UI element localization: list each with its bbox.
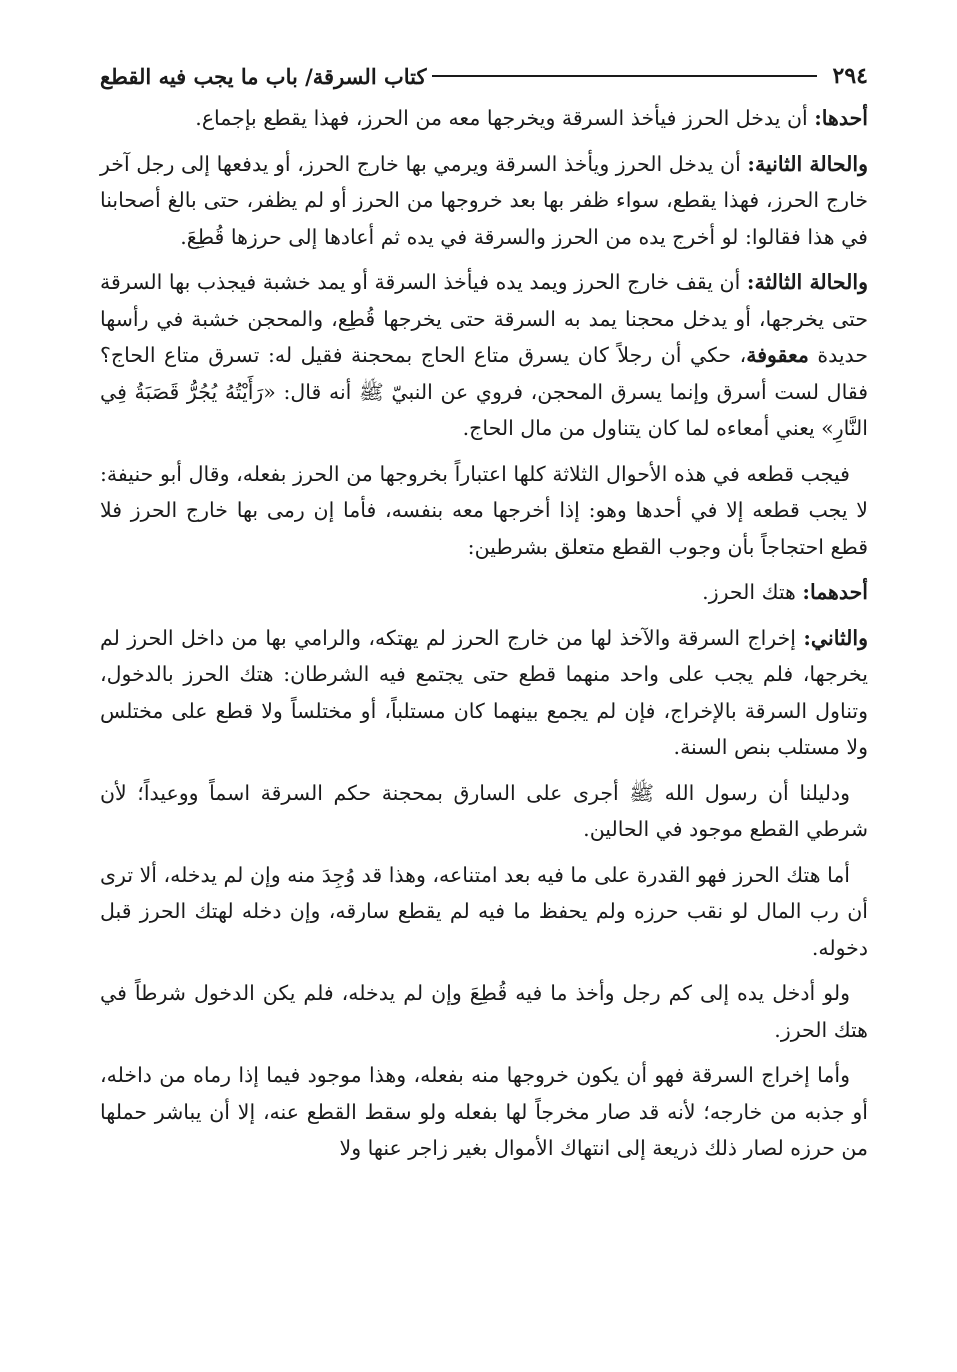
- paragraph-lead: والحالة الثالثة:: [746, 270, 868, 294]
- paragraph-sleeve: [100, 975, 868, 1048]
- page-number: ٢٩٤: [832, 63, 868, 89]
- paragraph-removal: [100, 1057, 868, 1167]
- paragraph-text: هتك الحرز.: [702, 580, 803, 604]
- paragraph-text: ودليلنا أن رسول الله ﷺ أجرى على السارق بمحجنة حكم السرقة اسماً ووعيداً؛ لأن شرطي القطع موجود في الحالين.: [100, 780, 868, 841]
- paragraph-third-case: [100, 264, 868, 447]
- paragraph-text: ولو أدخل يده إلى كم رجل وأخذ ما فيه قُطِعَ وإن لم يدخله، فلم يكن الدخول شرطاً في هتك الحرز.: [100, 981, 868, 1042]
- paragraph-text: فيجب قطعه في هذه الأحوال الثلاثة كلها اعتباراً بخروجها من الحرز بفعله، وقال أبو حنيفة: لا يجب قطعه إلا في أحدها وهو: إذا أخرجها معه بنفسه، فأما إن رمى بها خارج الحرز فلا قطع احتجاجاً بأن وجوب القطع متعلق بشرطين:: [100, 461, 868, 559]
- paragraph-text: أن يقف خارج الحرز ويمد يده فيأخذ السرقة أو يمد خشبة فيجذب بها السرقة حتى يخرجها، أو يدخل محجنا يمد به السرقة حتى يخرجها قُطِع، والمحجن خشبة في رأسها حديدة: [100, 270, 868, 367]
- header-rule: [432, 75, 816, 77]
- paragraph-text: ، حكي أن رجلاً كان يسرق متاع الحاج بمحجنة فقيل له: تسرق متاع الحاج؟ فقال لست أسرق وإنما يسرق المحجن، فروي عن النبيّ ﷺ أنه قال: «رَأَيْتُهُ يُجُرُّ قَصَبَةُ فِي النَّارِ» يعني أمعاءه لما كان يتناول من مال الحاج.: [100, 343, 868, 440]
- paragraph-evidence: [100, 775, 868, 848]
- paragraph-lead: والثاني:: [803, 625, 868, 650]
- paragraph-breach: [100, 857, 868, 967]
- paragraph-condition-one: [100, 574, 868, 611]
- page-body: [100, 100, 868, 1176]
- paragraph-text: إخراج السرقة والآخذ لها من خارج الحرز لم يهتكه، والرامي بها من داخل الحرز لم يخرجها، فلم يجب على واحد منهما قطع حتى يجتمع فيه الشرطان: هتك الحرز بالدخول، وتناول السرقة بالإخراج، فإن لم يجمع بينهما كان مستلباً، أو مختلساً ولا قطع على مختلس ولا مستلب بنص السنة.: [100, 625, 868, 759]
- paragraph-text: أما هتك الحرز فهو القدرة على ما فيه بعد امتناعه، وهذا قد وُجِدَ منه وإن لم يدخله، ألا ترى أن رب المال لو نقب حرزه ولم يحفظ ما فيه لم يقطع سارقه، وإن دخله لهتك الحرز قبل دخوله.: [100, 862, 868, 960]
- paragraph-ruling: [100, 456, 868, 566]
- paragraph-second-case: [100, 146, 868, 256]
- paragraph-first-case: [100, 100, 868, 137]
- paragraph-lead: أحدها:: [814, 106, 868, 130]
- paragraph-text: أن يدخل الحرز فيأخذ السرقة ويخرجها معه من الحرز، فهذا يقطع بإجماع.: [195, 106, 815, 130]
- paragraph-text: أن يدخل الحرز ويأخذ السرقة ويرمي بها خارج الحرز، أو يدفعها إلى رجل آخر خارج الحرز، فهذا يقطع، سواء ظفر بها بعد خروجها من الحرز أو لم يظفر، حتى بالغ أصحابنا في هذا فقالوا: لو أخرج يده من الحرز والسرقة في يده ثم أعادها إلى حرزها قُطِعَ.: [100, 151, 868, 249]
- paragraph-text: وأما إخراج السرقة فهو أن يكون خروجها منه بفعله، وهذا موجود فيما إذا رماه من داخله، أو جذبه من خارجه؛ لأنه قد صار مخرجاً لها بفعله ولو سقط القطع عنه، إلا أن يباشر حملها من حرزه لصار ذلك ذريعة إلى انتهاك الأموال بغير زاجر عنها ولا: [100, 1063, 868, 1160]
- paragraph-lead: والحالة الثانية:: [747, 151, 868, 176]
- paragraph-condition-two: [100, 620, 868, 766]
- bold-term: معقوفة: [746, 343, 809, 367]
- page-header: [100, 56, 868, 96]
- running-title: كتاب السرقة/ باب ما يجب فيه القطع: [100, 63, 427, 89]
- paragraph-lead: أحدهما:: [802, 580, 868, 604]
